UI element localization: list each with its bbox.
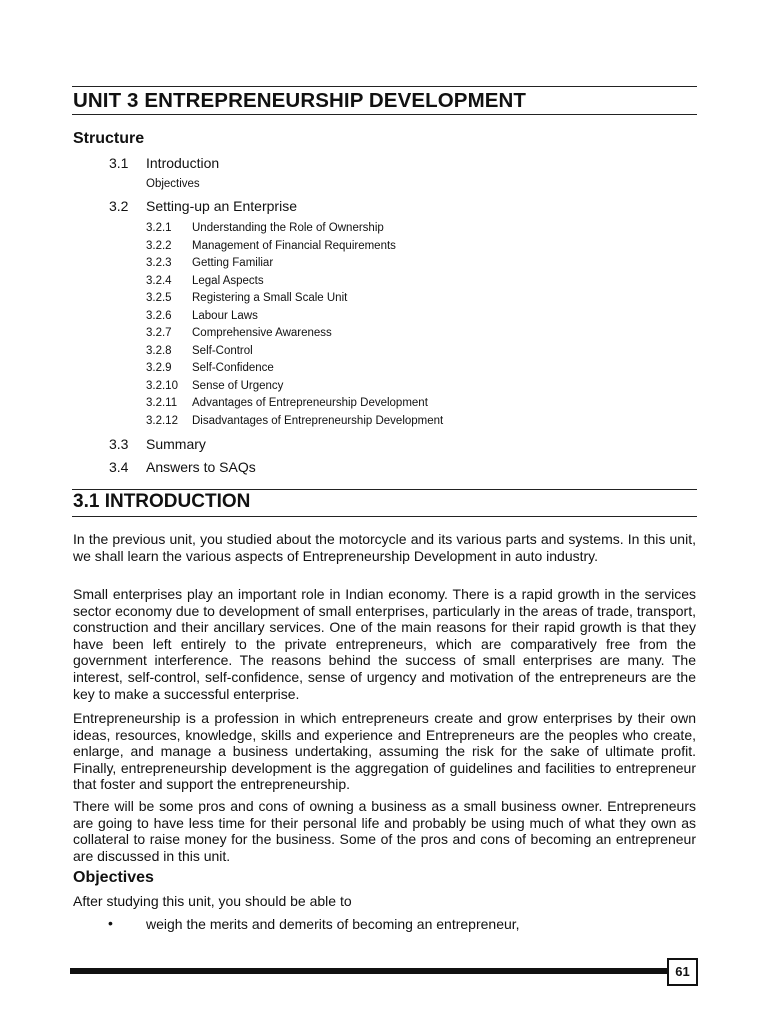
toc-item-3-3: 3.3 Summary: [109, 436, 206, 452]
section-title-top-rule: [72, 489, 697, 490]
toc-item-3-2: 3.2 Setting-up an Enterprise: [109, 198, 297, 214]
toc-subitem-3-2-11: 3.2.11 Advantages of Entrepreneurship Development: [146, 397, 428, 409]
paragraph: Entrepreneurship is a profession in which entrepreneurs create and grow enterprises by their own ideas, resources, knowledge, skills and experience and Entrepreneurs are the peoples who create, enlarge, and manage a business undertaking, assuming the risk for the sake of ultimate profit. Finally, entrepreneurship development is the aggregation of guidelines and facilities to entrepreneur that foster and support the entrepreneurship.: [73, 710, 696, 793]
toc-objectives: Objectives: [146, 178, 200, 190]
toc-item-3-4: 3.4 Answers to SAQs: [109, 459, 256, 475]
toc-subitem-3-2-12: 3.2.12 Disadvantages of Entrepreneurship Development: [146, 414, 444, 427]
paragraph: In the previous unit, you studied about the motorcycle and its various parts and systems. In this unit, we shall learn the various aspects of Entrepreneurship Development in auto industry.: [73, 531, 696, 564]
objectives-heading: Objectives: [73, 869, 154, 886]
footer-rule: [70, 968, 668, 974]
toc-subitem-3-2-2: 3.2.2 Management of Financial Requirements: [146, 239, 396, 252]
toc-subitem-3-2-3: 3.2.3 Getting Familiar: [146, 257, 274, 269]
toc-subitem-3-2-10: 3.2.10 Sense of Urgency: [146, 379, 284, 392]
objectives-intro: After studying this unit, you should be able to: [73, 893, 352, 909]
toc-subitem-3-2-6: 3.2.6 Labour Laws: [146, 309, 258, 322]
unit-title: UNIT 3 ENTREPRENEURSHIP DEVELOPMENT: [73, 89, 527, 112]
page-number: 61: [667, 958, 698, 986]
section-title: 3.1 INTRODUCTION: [73, 491, 251, 512]
toc-subitem-3-2-8: 3.2.8 Self-Control: [146, 344, 253, 357]
toc-subitem-3-2-9: 3.2.9 Self-Confidence: [146, 362, 274, 374]
objective-item: weigh the merits and demerits of becoming an entrepreneur,: [146, 916, 520, 932]
unit-title-top-rule: [72, 86, 697, 87]
toc-item-3-1: 3.1 Introduction: [109, 155, 220, 171]
paragraph: There will be some pros and cons of owning a business as a small business owner. Entrepreneurs are going to have less time for their personal life and probably be using much of what they own as collateral to raise money for the business. Some of the pros and cons of becoming an entrepreneur are discussed in this unit.: [73, 798, 696, 864]
unit-title-bottom-rule: [72, 114, 697, 115]
structure-heading: Structure: [73, 130, 145, 147]
toc-subitem-3-2-7: 3.2.7 Comprehensive Awareness: [146, 327, 332, 339]
toc-subitem-3-2-5: 3.2.5 Registering a Small Scale Unit: [146, 292, 348, 304]
toc-subitem-3-2-1: 3.2.1 Understanding the Role of Ownership: [146, 222, 384, 234]
section-title-bottom-rule: [72, 516, 697, 517]
paragraph: Small enterprises play an important role in Indian economy. There is a rapid growth in the services sector economy due to development of small enterprises, particularly in the areas of trade, transport, construction and their ancillary services. One of the main reasons for their rapid growth is that they have been left entirely to the private entrepreneurs, which are comparatively free from the government interference. The reasons behind the success of small enterprises are many. The interest, self-control, self-confidence, sense of urgency and motivation of the entrepreneurs are the key to make a successful enterprise.: [73, 586, 696, 702]
bullet-icon: •: [108, 915, 113, 931]
toc-subitem-3-2-4: 3.2.4 Legal Aspects: [146, 274, 264, 287]
